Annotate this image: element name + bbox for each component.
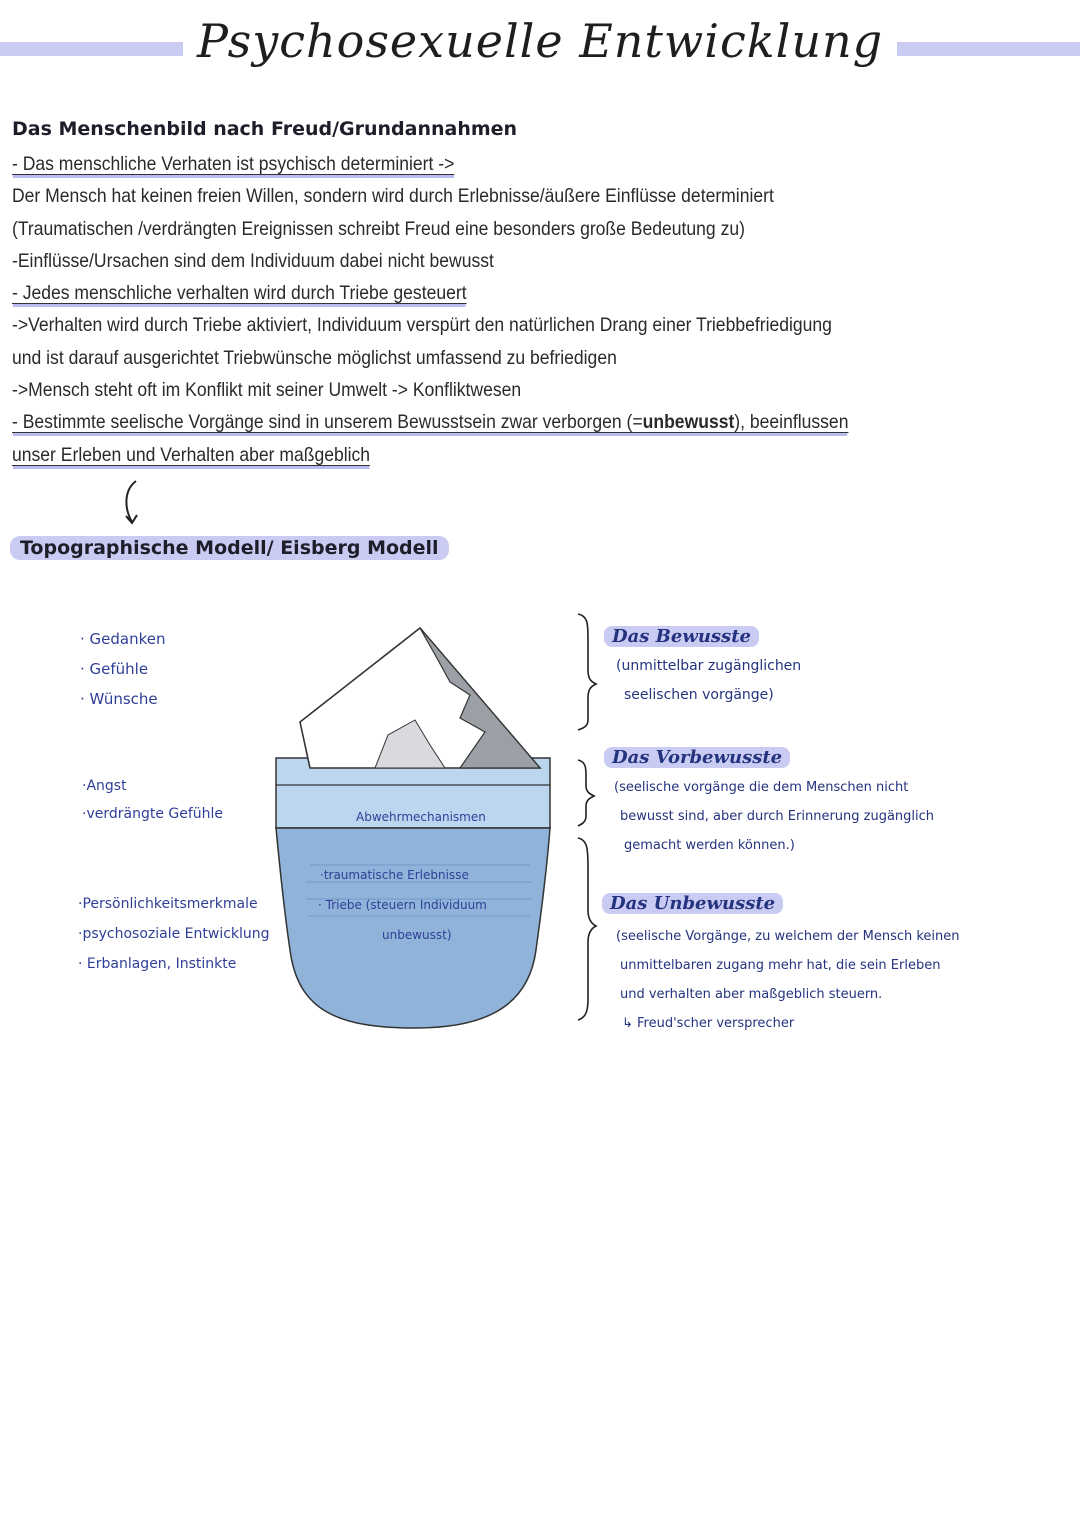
label-angst: ·Angst	[82, 778, 127, 794]
iceberg-diagram	[270, 620, 560, 1040]
label-erbanlagen: · Erbanlagen, Instinkte	[78, 956, 237, 972]
label-triebe: · Triebe (steuern Individuum	[318, 898, 487, 912]
curved-arrow-icon	[118, 478, 148, 528]
body-text	[12, 148, 966, 471]
text-line-1: - Das menschliche Verhaten ist psychisch determiniert ->	[12, 153, 455, 175]
text-line-7: und ist darauf ausgerichtet Triebwünsche möglichst umfassend zu befriedigen	[12, 346, 617, 369]
title-bewusste: Das Bewusste	[604, 626, 759, 647]
brackets	[570, 610, 600, 1030]
desc-unbewusste: (seelische Vorgänge, zu welchem der Mensch keinen unmittelbaren zugang mehr hat, die sein Erleben und verhalten aber maßgeblich steuern. ↳ Freud'scher versprecher	[616, 929, 960, 1031]
label-gefuehle: · Gefühle	[80, 660, 149, 678]
page-title: Psychosexuelle Entwicklung	[0, 14, 1080, 68]
model-title: Topographische Modell/ Eisberg Modell	[10, 536, 449, 560]
text-line-10: unser Erleben und Verhalten aber maßgeblich	[12, 443, 371, 466]
text-line-9: - Bestimmte seelische Vorgänge sind in unserem Bewusstsein zwar verborgen (=unbewusst), beeinflussen	[12, 411, 849, 434]
label-abwehrmechanismen: Abwehrmechanismen	[356, 810, 486, 824]
label-traumatische-erlebnisse: ·traumatische Erlebnisse	[320, 868, 469, 882]
text-line-5: - Jedes menschliche verhalten wird durch Triebe gesteuert	[12, 282, 467, 305]
text-line-4: -Einflüsse/Ursachen sind dem Individuum dabei nicht bewusst	[12, 249, 494, 272]
title-unbewusste: Das Unbewusste	[602, 893, 783, 914]
label-gedanken: · Gedanken	[80, 630, 166, 648]
title-vorbewusste: Das Vorbewusste	[604, 747, 790, 768]
label-psychosoziale-entwicklung: ·psychosoziale Entwicklung	[78, 926, 270, 942]
text-line-3: (Traumatischen /verdrängten Ereignissen schreibt Freud eine besonders große Bedeutung zu)	[12, 217, 745, 240]
label-persoenlichkeitsmerkmale: ·Persönlichkeitsmerkmale	[78, 896, 258, 912]
text-line-2: Der Mensch hat keinen freien Willen, sondern wird durch Erlebnisse/äußere Einflüsse determiniert	[12, 185, 774, 208]
desc-bewusste: (unmittelbar zugänglichen seelischen vorgänge)	[616, 658, 802, 703]
section-heading: Das Menschenbild nach Freud/Grundannahmen	[12, 118, 518, 140]
text-line-6: ->Verhalten wird durch Triebe aktiviert, Individuum verspürt den natürlichen Drang einer Triebbefriedigung	[12, 314, 832, 337]
label-unbewusst: unbewusst)	[382, 928, 452, 942]
desc-vorbewusste: (seelische vorgänge die dem Menschen nicht bewusst sind, aber durch Erinnerung zugänglich gemacht werden können.)	[614, 780, 935, 853]
text-line-8: ->Mensch steht oft im Konflikt mit seiner Umwelt -> Konfliktwesen	[12, 379, 522, 402]
label-wuensche: · Wünsche	[80, 690, 158, 708]
label-verdraengte-gefuehle: ·verdrängte Gefühle	[82, 806, 224, 822]
